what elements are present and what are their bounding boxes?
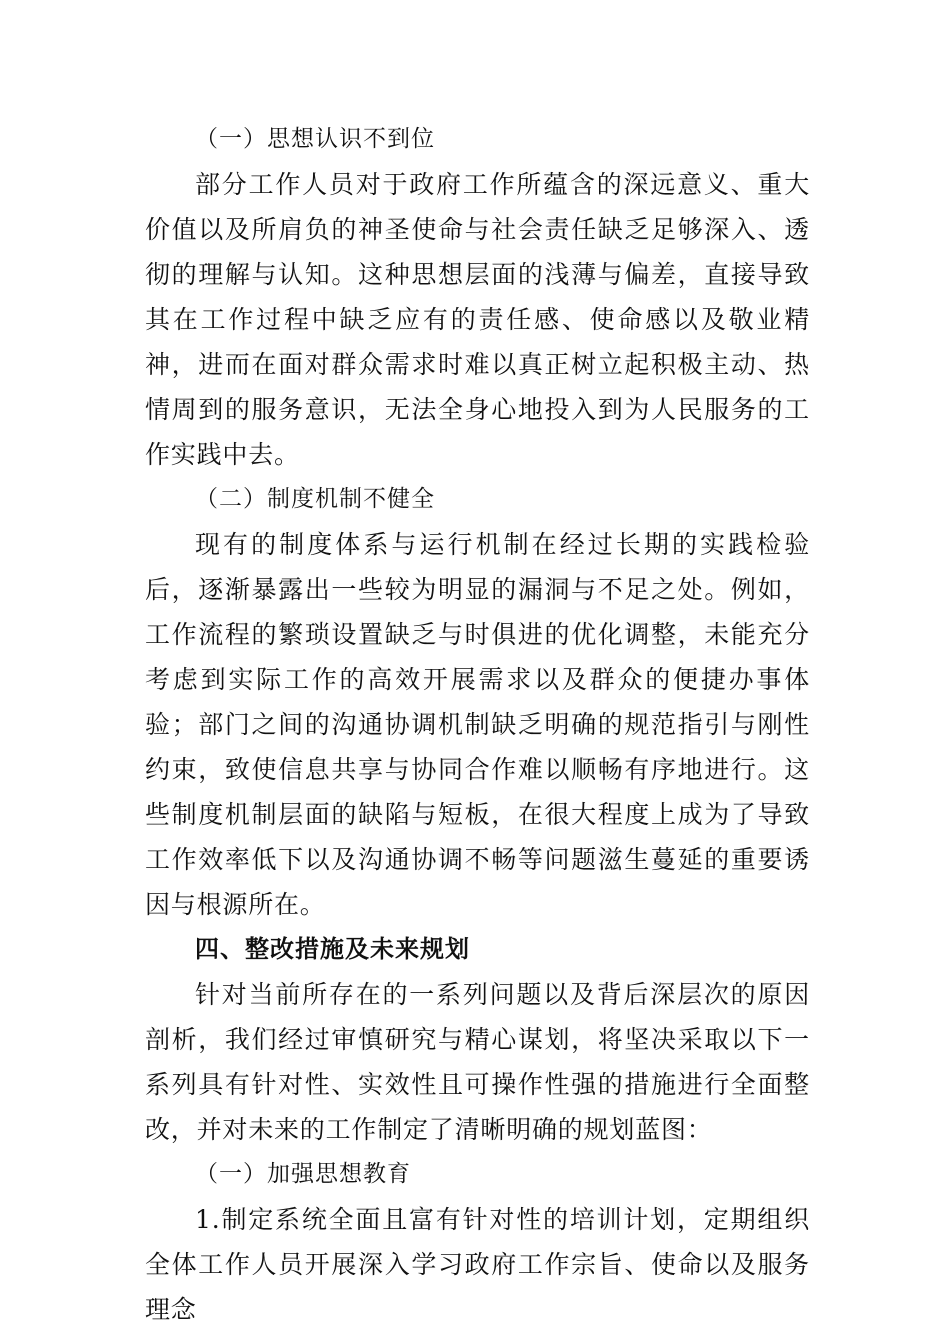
heading-rectification-measures: 四、整改措施及未来规划 [195,935,470,963]
paragraph-training-plan: 1.制定系统全面且富有针对性的培训计划，定期组织全体工作人员开展深入学习政府工作宗旨、使命以及服务理念 [145,1205,810,1324]
paragraph-rectification-intro: 针对当前所存在的一系列问题以及背后深层次的原因剖析，我们经过审慎研究与精心谋划，将坚决采取以下一系列具有针对性、实效性且可操作性强的措施进行全面整改，并对未来的工作制定了清晰明确的规划蓝图： [145,980,810,1144]
document-body [145,117,810,1332]
subheading-ideological-education: （一）加强思想教育 [195,1161,411,1187]
paragraph-system-mechanism: 现有的制度体系与运行机制在经过长期的实践检验后，逐渐暴露出一些较为明显的漏洞与不足之处。例如，工作流程的繁琐设置缺乏与时俱进的优化调整，未能充分考虑到实际工作的高效开展需求以及群众的便捷办事体验；部门之间的沟通协调机制缺乏明确的规范指引与刚性约束，致使信息共享与协同合作难以顺畅有序地进行。这些制度机制层面的缺陷与短板，在很大程度上成为了导致工作效率低下以及沟通协调不畅等问题滋生蔓延的重要诱因与根源所在。 [145,530,810,919]
subheading-ideology: （一）思想认识不到位 [195,126,435,152]
subheading-system-mechanism: （二）制度机制不健全 [195,486,435,512]
paragraph-ideology: 部分工作人员对于政府工作所蕴含的深远意义、重大价值以及所肩负的神圣使命与社会责任缺乏足够深入、透彻的理解与认知。这种思想层面的浅薄与偏差，直接导致其在工作过程中缺乏应有的责任感、使命感以及敬业精神，进而在面对群众需求时难以真正树立起积极主动、热情周到的服务意识，无法全身心地投入到为人民服务的工作实践中去。 [145,170,810,469]
